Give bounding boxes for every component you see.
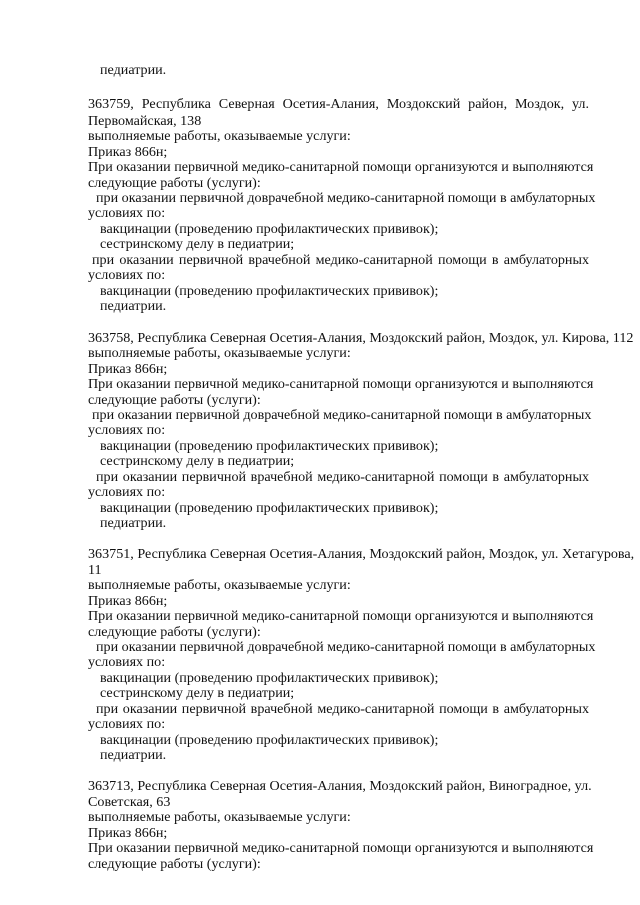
- address-line: 363751, Республика Северная Осетия-Алания, Моздокский район, Моздок, ул. Хетагурова,: [88, 546, 635, 562]
- order-reference: Приказ 866н;: [88, 593, 168, 609]
- order-reference: Приказ 866н;: [88, 825, 168, 841]
- address-line-cont: Первомайская, 138: [88, 113, 202, 129]
- paragraph-line: условиях по:: [88, 484, 166, 500]
- list-item: вакцинации (проведению профилактических прививок);: [100, 221, 439, 237]
- order-reference: Приказ 866н;: [88, 144, 168, 160]
- list-item: вакцинации (проведению профилактических прививок);: [100, 500, 439, 516]
- paragraph-line: условиях по:: [88, 654, 166, 670]
- paragraph-line: условиях по:: [88, 716, 166, 732]
- address-line-cont: Советская, 63: [88, 794, 171, 810]
- paragraph-line: следующие работы (услуги):: [88, 856, 261, 872]
- paragraph-line: условиях по:: [88, 422, 166, 438]
- address-line: 363713, Республика Северная Осетия-Алания, Моздокский район, Виноградное, ул.: [88, 778, 592, 794]
- order-reference: Приказ 866н;: [88, 361, 168, 377]
- address-line: 363759, Республика Северная Осетия-Алания, Моздокский район, Моздок, ул.: [88, 96, 589, 112]
- list-item: сестринскому делу в педиатрии;: [100, 685, 295, 701]
- paragraph-line: при оказании первичной доврачебной медико-санитарной помощи в амбулаторных: [92, 407, 592, 423]
- list-item: педиатрии.: [100, 298, 167, 314]
- list-item: педиатрии.: [100, 62, 167, 78]
- list-item: сестринскому делу в педиатрии;: [100, 236, 295, 252]
- list-item: вакцинации (проведению профилактических прививок);: [100, 732, 439, 748]
- address-line-cont: 11: [88, 562, 102, 578]
- paragraph-line: при оказании первичной врачебной медико-санитарной помощи в амбулаторных: [96, 701, 589, 717]
- paragraph-line: следующие работы (услуги):: [88, 392, 261, 408]
- list-item: вакцинации (проведению профилактических прививок);: [100, 670, 439, 686]
- services-heading: выполняемые работы, оказываемые услуги:: [88, 128, 351, 144]
- paragraph-line: при оказании первичной доврачебной медико-санитарной помощи в амбулаторных: [96, 639, 596, 655]
- services-heading: выполняемые работы, оказываемые услуги:: [88, 577, 351, 593]
- paragraph-line: при оказании первичной врачебной медико-санитарной помощи в амбулаторных: [92, 252, 589, 268]
- paragraph-line: при оказании первичной врачебной медико-санитарной помощи в амбулаторных: [96, 469, 589, 485]
- paragraph-line: При оказании первичной медико-санитарной помощи организуются и выполняются: [88, 840, 594, 856]
- paragraph-line: условиях по:: [88, 267, 166, 283]
- paragraph-line: При оказании первичной медико-санитарной помощи организуются и выполняются: [88, 608, 594, 624]
- paragraph-line: При оказании первичной медико-санитарной помощи организуются и выполняются: [88, 376, 594, 392]
- address-line: 363758, Республика Северная Осетия-Алания, Моздокский район, Моздок, ул. Кирова, 112: [88, 330, 634, 346]
- list-item: сестринскому делу в педиатрии;: [100, 453, 295, 469]
- services-heading: выполняемые работы, оказываемые услуги:: [88, 345, 351, 361]
- list-item: педиатрии.: [100, 515, 167, 531]
- paragraph-line: следующие работы (услуги):: [88, 624, 261, 640]
- paragraph-line: условиях по:: [88, 205, 166, 221]
- services-heading: выполняемые работы, оказываемые услуги:: [88, 809, 351, 825]
- list-item: вакцинации (проведению профилактических прививок);: [100, 283, 439, 299]
- paragraph-line: при оказании первичной доврачебной медико-санитарной помощи в амбулаторных: [96, 190, 596, 206]
- paragraph-line: следующие работы (услуги):: [88, 175, 261, 191]
- list-item: педиатрии.: [100, 747, 167, 763]
- paragraph-line: При оказании первичной медико-санитарной помощи организуются и выполняются: [88, 159, 594, 175]
- list-item: вакцинации (проведению профилактических прививок);: [100, 438, 439, 454]
